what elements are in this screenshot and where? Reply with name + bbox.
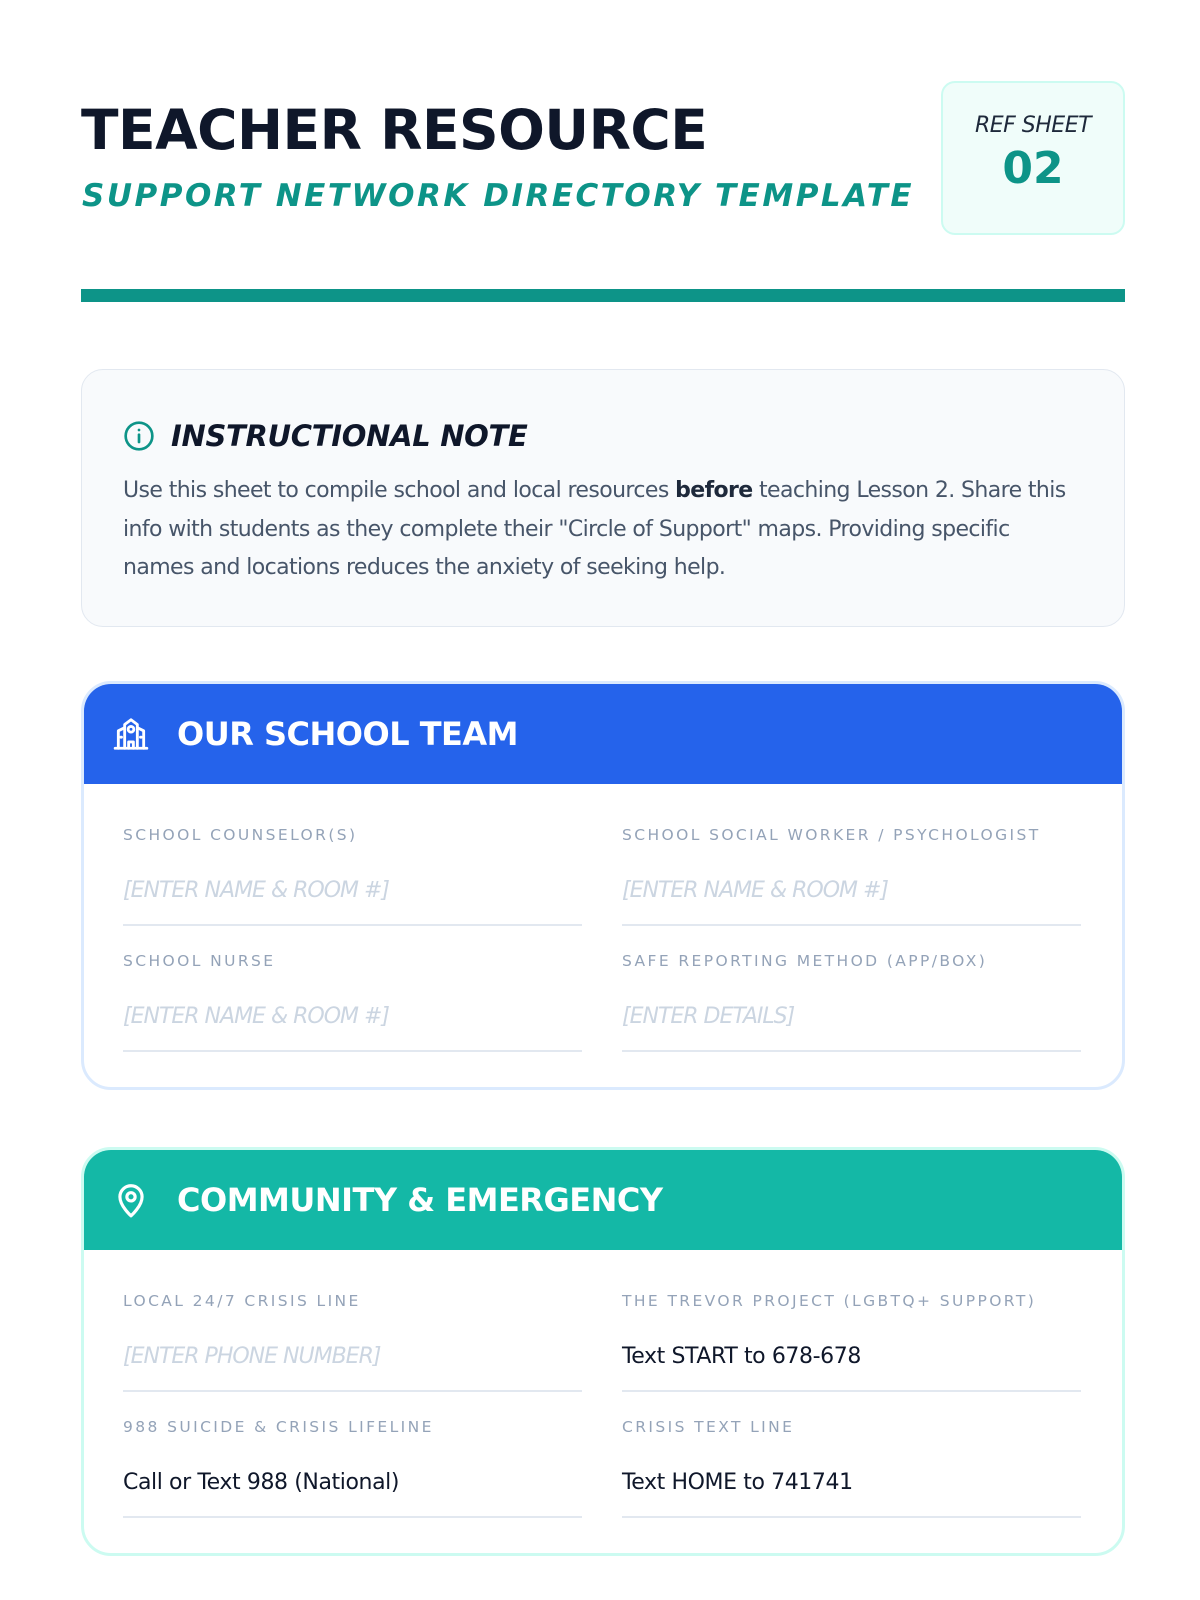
lifeline-988-value: Call or Text 988 (National) bbox=[123, 1466, 582, 1518]
info-icon bbox=[123, 420, 155, 452]
school-nurse-input[interactable]: [ENTER NAME & ROOM #] bbox=[123, 1000, 582, 1052]
community-emergency-section bbox=[81, 1147, 1125, 1556]
resource-sheet bbox=[81, 0, 1125, 1495]
ref-sheet-number: 02 bbox=[1002, 143, 1064, 194]
field-label: SCHOOL NURSE bbox=[123, 952, 276, 970]
local-crisis-line-input[interactable]: [ENTER PHONE NUMBER] bbox=[123, 1340, 582, 1392]
page-title: TEACHER RESOURCE bbox=[81, 98, 708, 162]
note-body-emphasis: before bbox=[675, 478, 753, 503]
community-emergency-header bbox=[84, 1150, 1122, 1250]
crisis-text-line-field bbox=[622, 1418, 1081, 1528]
field-label: SCHOOL SOCIAL WORKER / PSYCHOLOGIST bbox=[622, 826, 1041, 844]
note-body-end: teaching Lesson 2. Share this info with students as they complete their "Circle of Support" maps. Providing specific names and locations reduces the anxiety of seeking help. bbox=[123, 478, 1066, 580]
school-counselor-field bbox=[123, 826, 582, 936]
trevor-project-value: Text START to 678-678 bbox=[622, 1340, 1081, 1392]
school-team-section bbox=[81, 681, 1125, 1090]
safe-reporting-input[interactable]: [ENTER DETAILS] bbox=[622, 1000, 1081, 1052]
location-pin-icon bbox=[112, 1181, 150, 1219]
field-label: 988 SUICIDE & CRISIS LIFELINE bbox=[123, 1418, 434, 1436]
community-emergency-title: COMMUNITY & EMERGENCY bbox=[177, 1181, 663, 1219]
ref-sheet-badge bbox=[941, 81, 1125, 235]
school-team-header bbox=[84, 684, 1122, 784]
note-body bbox=[123, 472, 1084, 588]
local-crisis-line-field bbox=[123, 1292, 582, 1402]
school-nurse-field bbox=[123, 952, 582, 1062]
safe-reporting-field bbox=[622, 952, 1081, 1062]
social-worker-field bbox=[622, 826, 1081, 936]
lifeline-988-field bbox=[123, 1418, 582, 1528]
header-divider bbox=[81, 289, 1125, 302]
ref-sheet-label: REF SHEET bbox=[974, 113, 1092, 138]
page-subtitle: SUPPORT NETWORK DIRECTORY TEMPLATE bbox=[82, 178, 915, 214]
crisis-text-line-value: Text HOME to 741741 bbox=[622, 1466, 1081, 1518]
school-icon bbox=[112, 715, 150, 753]
note-title: INSTRUCTIONAL NOTE bbox=[171, 419, 528, 453]
school-team-title: OUR SCHOOL TEAM bbox=[177, 715, 519, 753]
social-worker-input[interactable]: [ENTER NAME & ROOM #] bbox=[622, 874, 1081, 926]
field-label: CRISIS TEXT LINE bbox=[622, 1418, 795, 1436]
field-label: SCHOOL COUNSELOR(S) bbox=[123, 826, 358, 844]
note-body-start: Use this sheet to compile school and local resources bbox=[123, 478, 676, 503]
field-label: SAFE REPORTING METHOD (APP/BOX) bbox=[622, 952, 988, 970]
school-counselor-input[interactable]: [ENTER NAME & ROOM #] bbox=[123, 874, 582, 926]
field-label: THE TREVOR PROJECT (LGBTQ+ SUPPORT) bbox=[622, 1292, 1037, 1310]
trevor-project-field bbox=[622, 1292, 1081, 1402]
page-header bbox=[81, 0, 1125, 302]
field-label: LOCAL 24/7 CRISIS LINE bbox=[123, 1292, 361, 1310]
instructional-note bbox=[81, 369, 1125, 627]
